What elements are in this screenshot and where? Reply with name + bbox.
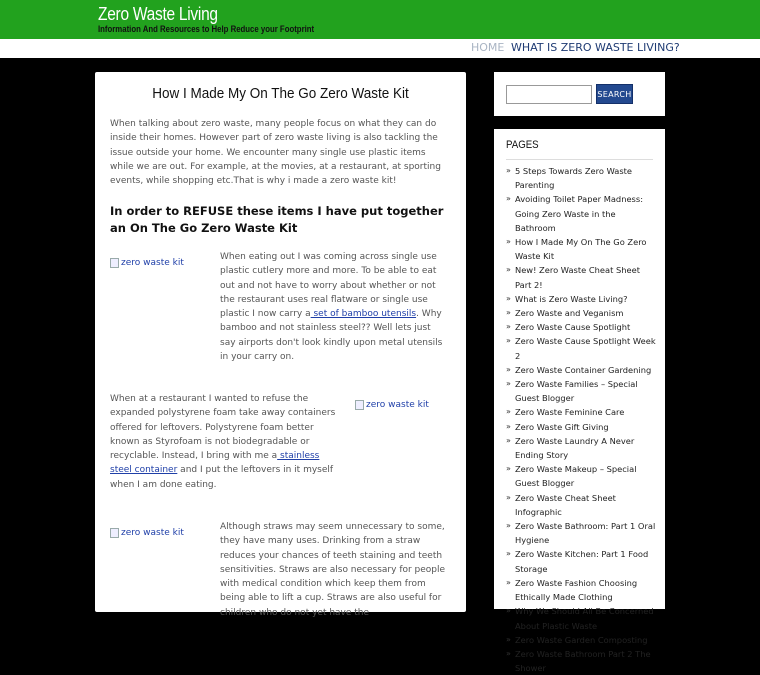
sidebar-page-label: Zero Waste Garden Composting xyxy=(515,634,648,645)
sidebar-page-label: Zero Waste Families – Special Guest Blogger xyxy=(515,379,638,404)
sidebar-pages-widget xyxy=(494,129,665,674)
paragraph-text: and I put the leftovers in it myself when I am done eating. xyxy=(110,465,334,490)
paragraph-text: When eating out I was coming across single use plastic cutlery more and more. To be able to eat out and not have to worry about whether or not the restaurant uses real flatware or single use plastic I now carry a xyxy=(220,252,437,320)
sidebar-page-label: How I Made My On The Go Zero Waste Kit xyxy=(515,237,647,262)
zero-waste-kit-image xyxy=(110,528,184,538)
sidebar-page-link[interactable] xyxy=(506,633,656,647)
stainless-steel-container-link[interactable]: stainless steel container xyxy=(110,451,320,476)
post-paragraph-utensils xyxy=(220,250,448,364)
broken-image-icon xyxy=(110,528,119,538)
sidebar-page-label: Zero Waste Laundry A Never Ending Story xyxy=(515,435,635,461)
sidebar-page-label: Why We Should All Be Concerned About Plastic Waste xyxy=(515,606,654,631)
bamboo-utensils-link[interactable]: set of bamboo utensils xyxy=(310,309,417,320)
sidebar-page-link[interactable] xyxy=(506,292,656,306)
sidebar-page-link[interactable] xyxy=(506,192,656,235)
post-paragraph-container xyxy=(110,392,342,492)
sidebar-page-label: Zero Waste Bathroom: Part 1 Oral Hygiene xyxy=(515,521,656,546)
sidebar-page-label: New! Zero Waste Cheat Sheet Part 2! xyxy=(515,265,640,290)
sidebar-page-label: Zero Waste Cause Spotlight xyxy=(515,322,631,333)
sidebar-page-label: Zero Waste Feminine Care xyxy=(515,407,625,418)
image-alt-text: zero waste kit xyxy=(366,400,429,410)
pages-widget-title: PAGES xyxy=(506,139,539,151)
paragraph-text: . Why bamboo and not stainless steel?? Well lets just say airports don't look kindly upon metal utensils in your carry on. xyxy=(220,309,443,363)
chevron-right-icon: » xyxy=(506,521,511,531)
chevron-right-icon: » xyxy=(506,265,511,275)
sidebar-page-link[interactable] xyxy=(506,363,656,377)
sidebar-page-link[interactable] xyxy=(506,420,656,434)
main-nav xyxy=(0,39,760,58)
chevron-right-icon: » xyxy=(506,421,511,431)
chevron-right-icon: » xyxy=(506,364,511,374)
sidebar-page-link[interactable] xyxy=(506,263,656,291)
sidebar-page-link[interactable] xyxy=(506,334,656,362)
chevron-right-icon: » xyxy=(506,308,511,318)
sidebar-page-link[interactable] xyxy=(506,576,656,604)
nav-what-is-zero-waste-link[interactable]: WHAT IS ZERO WASTE LIVING? xyxy=(511,41,680,54)
nav-home-link[interactable]: HOME xyxy=(471,41,505,54)
site-tagline: Information And Resources to Help Reduce your Footprint xyxy=(98,24,315,35)
sidebar-page-link[interactable] xyxy=(506,377,656,405)
chevron-right-icon: » xyxy=(506,336,511,346)
sidebar-page-label: Zero Waste and Veganism xyxy=(515,308,624,319)
sidebar-page-link[interactable] xyxy=(506,306,656,320)
image-alt-text: zero waste kit xyxy=(121,258,184,268)
search-button[interactable]: SEARCH xyxy=(596,84,633,104)
sidebar-page-link[interactable] xyxy=(506,491,656,519)
site-header xyxy=(0,0,760,39)
chevron-right-icon: » xyxy=(506,166,511,175)
sidebar-page-link[interactable] xyxy=(506,647,656,675)
chevron-right-icon: » xyxy=(506,577,511,587)
paragraph-text: When at a restaurant I wanted to refuse the expanded polystyrene foam take away containers offered for leftovers. Polystyrene foam better known as Styrofoam is not biodegradable or recyclable. Instead, I bring with me a xyxy=(110,394,336,462)
sidebar-page-link[interactable] xyxy=(506,434,656,462)
chevron-right-icon: » xyxy=(506,648,511,658)
zero-waste-kit-image xyxy=(110,258,184,268)
chevron-right-icon: » xyxy=(506,549,511,559)
sidebar-search-widget xyxy=(494,72,665,116)
sidebar-page-link[interactable] xyxy=(506,164,656,192)
chevron-right-icon: » xyxy=(506,379,511,389)
search-input[interactable] xyxy=(506,85,592,104)
pages-list xyxy=(506,164,656,675)
sidebar-page-label: Zero Waste Cheat Sheet Infographic xyxy=(515,492,616,517)
post-article xyxy=(95,72,466,618)
chevron-right-icon: » xyxy=(506,634,511,644)
sidebar-page-link[interactable] xyxy=(506,235,656,263)
chevron-right-icon: » xyxy=(506,322,511,332)
post-subheading: In order to REFUSE these items I have put together an On The Go Zero Waste Kit xyxy=(110,204,444,235)
sidebar-page-link[interactable] xyxy=(506,547,656,575)
sidebar-page-label: Avoiding Toilet Paper Madness: Going Zero Waste in the Bathroom xyxy=(515,194,644,233)
broken-image-icon xyxy=(110,258,119,268)
sidebar-page-label: Zero Waste Container Gardening xyxy=(515,364,652,375)
divider xyxy=(506,159,653,160)
sidebar-page-label: Zero Waste Cause Spotlight Week 2 xyxy=(515,336,656,361)
sidebar-page-label: What is Zero Waste Living? xyxy=(515,293,628,304)
chevron-right-icon: » xyxy=(506,194,511,204)
sidebar-page-link[interactable] xyxy=(506,462,656,490)
site-title[interactable]: Zero Waste Living xyxy=(98,4,218,24)
sidebar-page-link[interactable] xyxy=(506,320,656,334)
image-alt-text: zero waste kit xyxy=(121,528,184,538)
broken-image-icon xyxy=(355,400,364,410)
post-paragraph-intro: When talking about zero waste, many people focus on what they can do inside their homes. However part of zero waste living is also tackling the issue outside your home. We encounter many single use plastic items while we are out. For example, at the movies, at a restaurant, at sporting events, while shopping etc.That is why i made a zero waste kit! xyxy=(110,119,441,187)
sidebar-page-link[interactable] xyxy=(506,519,656,547)
sidebar-page-label: 5 Steps Towards Zero Waste Parenting xyxy=(515,166,633,191)
chevron-right-icon: » xyxy=(506,464,511,474)
sidebar-page-label: Zero Waste Gift Giving xyxy=(515,421,609,432)
chevron-right-icon: » xyxy=(506,435,511,445)
sidebar-page-label: Zero Waste Kitchen: Part 1 Food Storage xyxy=(515,549,649,574)
sidebar-page-link[interactable] xyxy=(506,604,656,632)
post-paragraph-straws: Although straws may seem unnecessary to some, they have many uses. Drinking from a straw reduces your chances of teeth staining and teeth sensitivities. Straws are also necessary for people with medical condition which keep them from being able to lift a cup. Straws are also useful for children who do not yet have the xyxy=(220,522,446,618)
chevron-right-icon: » xyxy=(506,492,511,502)
sidebar-page-label: Zero Waste Fashion Choosing Ethically Made Clothing xyxy=(515,577,638,603)
zero-waste-kit-image xyxy=(355,400,429,410)
post-title: How I Made My On The Go Zero Waste Kit xyxy=(152,85,409,102)
sidebar-page-label: Zero Waste Bathroom Part 2 The Shower xyxy=(515,648,651,674)
chevron-right-icon: » xyxy=(506,407,511,417)
sidebar-page-link[interactable] xyxy=(506,405,656,419)
chevron-right-icon: » xyxy=(506,293,511,303)
sidebar-page-label: Zero Waste Makeup – Special Guest Blogger xyxy=(515,464,637,489)
chevron-right-icon: » xyxy=(506,606,511,616)
chevron-right-icon: » xyxy=(506,237,511,247)
